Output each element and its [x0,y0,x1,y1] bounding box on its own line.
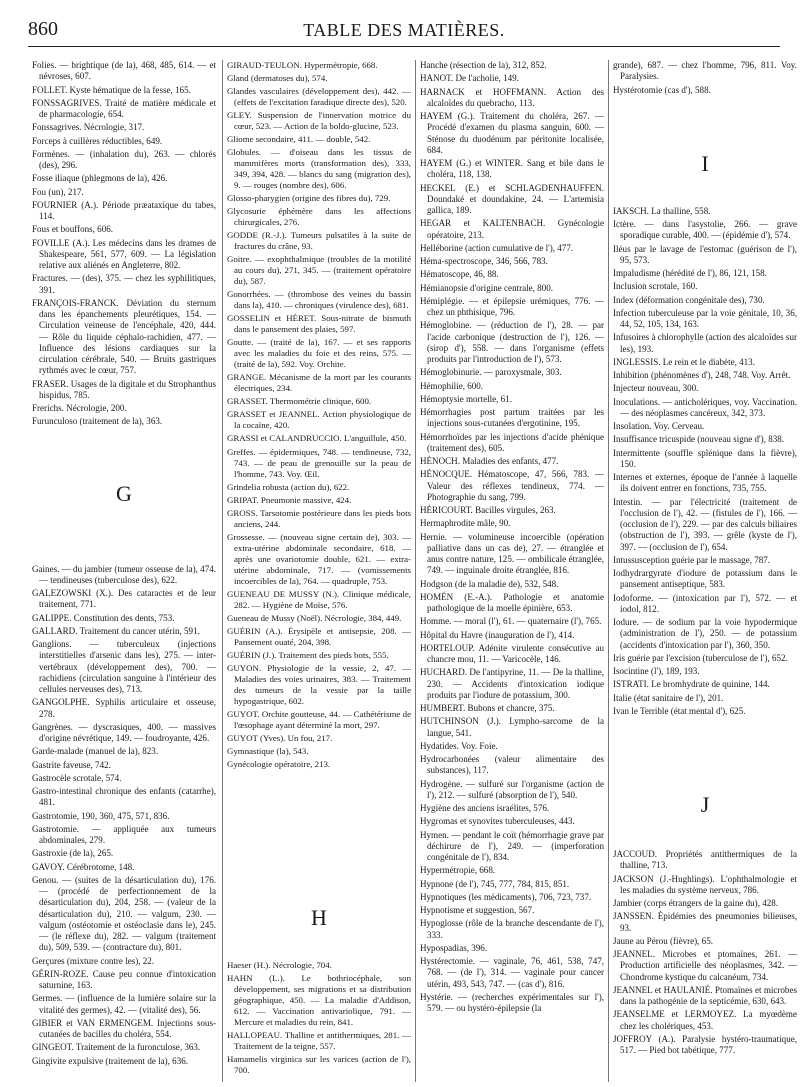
index-entry: Ivan le Terrible (état mental d'), 625. [613,705,746,716]
index-entry: JOFFROY (A.). Paralysie hystéro-traumatique, 517. — Pied bot tabétique, 777. [613,1033,797,1055]
index-entry: Helléborine (action cumulative de l'), 477. [420,242,574,253]
index-entry: GODDE (R.-J.). Tumeurs pulsatiles à la suite de fractures du crâne, 93. [227,230,411,252]
index-entry: Germes. — (influence de la lumière solaire sur la vitalité des germes), 42. — (vitalité des), 56. [32,993,216,1015]
index-entry: GUENEAU DE MUSSY (N.). Clinique médicale, 282. — Hygiène de Moïse, 576. [227,588,411,610]
index-entry: GRASSET. Thermométrie clinique, 600. [227,396,372,407]
index-entry: Hystérotomie (cas d'), 588. [613,84,711,95]
index-entry: Gangrènes. — dyscrasiques, 400. — massives d'origine névrétique, 149. — foudroyante, 426. [32,721,216,743]
index-entry: Globules. — d'oiseau dans les tissus de mammifères morts (transformation des), 333, 349, 394, 428. — blancs du sang (migration des), 9. — rouges (nombre des), 606. [227,147,411,191]
index-entry: Hydrogène. — sulfuré sur l'organisme (action de l'), 212. — sulfuré (absorption de l'), 540. [420,778,604,800]
index-entry: Hermaphrodite mâle, 90. [420,518,511,529]
index-entry: Intussusception guérie par le massage, 787. [613,554,771,565]
index-entry: JACKSON (J.-Hughlings). L'ophthalmologie et les maladies du système nerveux, 786. [613,873,797,895]
index-entry: HÉRICOURT. Bacilles virgules, 263. [420,505,556,515]
index-entry: HUTCHINSON (J.). Lympho-sarcome de la langue, 541. [420,716,604,738]
index-entry: Gynécologie opératoire, 213. [227,758,331,769]
index-entry: Gonorrhées. — (thrombose des veines du bassin dans la), 410. — chroniques (virulence des), 681. [227,289,411,311]
index-entry: Gastrotomie. — appliquée aux tumeurs abdominales, 279. [32,823,216,845]
index-entry: Forceps à cuillères réductibles, 649. [32,135,163,146]
index-entry: Italie (état sanitaire de l'), 201. [613,692,724,703]
index-entry: Goitre. — exophthalmique (troubles de la motilité au cours du), 271, 345. — (traitement opératoire du), 587. [227,254,411,287]
column-rule [415,60,416,1082]
index-entry: JEANSELME et LERMOYEZ. La myœdème chez les cholériques, 453. [613,1009,797,1031]
index-entry: GUÉRIN (J.). Traitement des pieds bots, 555. [227,649,389,660]
index-entry: Ictère. — dans l'asystolie, 266. — grave sporadique curable, 400. — (épidémie d'), 574. [613,219,797,241]
index-entry: FRANÇOIS-FRANCK. Déviation du sternum dans les épanchements pleurétiques, 154. — Circulation veineuse de l'encéphale, 420, 444. — Rôle du liquide céphalo-rachidien, 477. — Influence des lésions cardiaques sur la circulation cérébrale, 540. — Bruits gastriques rythmés avec le cœur, 757. [32,297,216,376]
index-entry: Furunculoso (traitement de la), 363. [32,416,163,427]
index-entry: GRIPAT. Pneumonie massive, 424. [227,494,352,505]
index-entry: Hypermétropie, 668. [420,865,496,876]
index-entry: Gueneau de Mussy (Noël). Nécrologie, 384, 449. [227,612,402,623]
index-entry: HAHN (L.). Le bothriocéphale, son développement, ses migrations et sa distribution géographique, 450. — La maladie d'Addison, 612. — Vaccination antivariolique, 791. — Mercure et maladies du rein, 841. [227,972,411,1027]
index-entry: Iris guérie par l'excision (tuberculose de l'), 652. [613,652,788,663]
index-entry: Hanche (résection de la), 312, 852. [420,60,547,70]
index-entry: Hémiplégie. — et épilepsie urémiques, 776. — chez un phthisique, 796. [420,295,604,317]
index-entry: Hernie. — volumineuse incoercible (opération palliative dans un cas de), 27. — étranglée et anus contre nature, 125. — ombilicale étranglée, 749. — inguinale droite étranglée, 816. [420,531,604,576]
index-column-3 [420,60,604,1016]
index-entry: Gaines. — du jambier (tumeur osseuse de la), 474. — tendineuses (tuberculose des), 622. [32,563,216,585]
index-entry: Infusoires à chlorophylle (action des alcaloïdes sur les), 193. [613,332,797,354]
index-entry: Inclusion scrotale, 160. [613,281,698,292]
index-entry: HEGAR et KALTENBACH. Gynécologie opératoire, 213. [420,218,604,240]
index-entry: FONSSAGRIVES. Traité de matière médicale et de pharmacologie, 654. [32,97,216,119]
page-number: 860 [28,18,58,40]
index-column-4 [613,60,797,1058]
index-entry: FRASER. Usages de la digitale et du Strophanthus hispidus, 785. [32,378,216,400]
index-entry: Hydatides. Voy. Foie. [420,740,498,751]
index-entry: Gastroxie (de la), 265. [32,848,114,859]
index-entry: Hymen. — pendant le coït (hémorrhagie grave par déchirure de l'), 249. — (imperforation congénitale de l'), 834. [420,829,604,862]
index-entry: Gymnastique (la), 543. [227,745,309,756]
column-rule [222,60,223,1082]
index-entry: JACCOUD. Propriétés antithermiques de la thalline, 713. [613,849,797,871]
index-entry: Internes et externes, époque de l'année à laquelle ils doivent entrer en fonctions, 735, 755. [613,472,797,494]
index-entry: Hystérectomie. — vaginale, 76, 461, 538, 747, 768. — (de l'), 314. — vaginale pour cancer utérin, 493, 543, 747. — (cas d'), 816. [420,956,604,989]
page-header [28,12,780,47]
index-entry: Insuffisance tricuspide (nouveau signe d'), 838. [613,434,785,445]
index-entry: Gastrotomie, 190, 360, 475, 571, 836. [32,810,170,821]
index-entry: Gingivite expulsive (traitement de la), 636. [32,1055,189,1066]
index-entry: Hamamelis virginica sur les varices (action de l'), 700. [227,1054,411,1076]
index-entry: Fonssagrives. Nécrologie, 317. [32,122,145,133]
index-entry: GOSSELIN et HÉRET. Sous-nitrate de bismuth dans le pansement des plaies, 597. [227,313,411,335]
index-entry: INGLESSIS. Le rein et le diabète, 413. [613,356,755,367]
index-entry: GIBIER et VAN ERMENGEM. Injections sous-cutanées de bacilles du choléra, 554. [32,1017,216,1039]
index-entry: Gliome secondaire, 411. — double, 542. [227,134,371,145]
index-entry: Hygromas et synovites tuberculeuses, 443. [420,816,575,827]
index-entry: FOVILLE (A.). Les médecins dans les drames de Shakespeare, 561, 577, 609. — La législation relative aux aliénés en Angleterre, 802. [32,237,216,270]
index-entry: Haeser (H.). Nécrologie, 704. [227,959,332,970]
index-entry: GUYOT. Orchite goutteuse, 44. — Cathétérisme de l'œsophage ayant déterminé la mort, 297. [227,708,411,730]
index-entry: GÉRIN-ROZE. Cause peu connue d'intoxication saturnine, 163. [32,968,216,990]
index-entry: IAKSCH. La thalline, 558. [613,205,711,216]
index-entry: Hypnone (de l'), 745, 777, 784, 815, 851. [420,878,570,889]
index-entry: Hémorrhagies post partum traitées par les injections sous-cutanées d'ergotinine, 195. [420,407,604,429]
index-entry: Genou. — (suites de la désarticulation du), 176. — (procédé de perfectionnement de la désarticulation du), 204, 258. — (valeur de la désarticulation du), 210. — valgum, 230. — valgum (ostéotomie et ostéoclasie dans le), 245. — (le réflexe du), 282. — valgum (traitement du), 509, 539. — (contracture du), 801. [32,874,216,953]
index-entry: GINGEOT. Traitement de la furonculose, 363. [32,1042,201,1053]
index-entry: GLEY. Suspension de l'innervation motrice du cœur, 523. — Action de la boldo-glucine, 523. [227,110,411,132]
index-entry: GALIPPE. Constitution des dents, 753. [32,612,175,623]
index-entry: HAYEM (G.). Traitement du choléra, 267. — Procédé d'examen du plasma sanguin, 600. — Sténose du duodénum par péritonite localisée, 684. [420,111,604,155]
index-entry: Injecteur nouveau, 300. [613,383,699,394]
section-letter-i: I [701,150,709,176]
index-entry: Garde-malade (manuel de la), 823. [32,746,159,757]
index-entry: Intermittente (souffle splénique dans la fièvre), 150. [613,447,797,469]
index-column-1 [32,60,216,1069]
index-entry: GAVOY. Cérébrotome, 148. [32,861,135,872]
index-entry: Greffes. — épidermiques, 748. — tendineuse, 732, 743. — de peau de grenouille sur la peau de l'homme, 743. Voy. Œil. [227,446,411,479]
index-entry: GRASSET et JEANNEL. Action physiologique de la cocaïne, 420. [227,409,411,431]
index-entry: Intestin. — par l'électricité (traitement de l'occlusion de l'), 42. — (fistules de l'), 166. — (occlusion de l'), 229. — par des calculs biliaires (obstruction de l'), 393. — grêle (kyste de l'), 397. — (occlusion de l'), 654. [613,496,797,552]
index-entry: Hématoscope, 46, 88. [420,269,499,280]
index-entry: HÉNOCH. Maladies des enfants, 477. [420,456,559,466]
index-entry: Iodoforme. — (intoxication par l'), 572. — et iodol, 812. [613,592,797,614]
index-entry: HOMÉN (E.-A.). Pathologie et anatomie pathologique de la moelle épinière, 653. [420,591,604,613]
index-entry: Gastrite faveuse, 742. [32,759,111,770]
index-entry: GALEZOWSKI (X.). Des cataractes et de leur traitement, 771. [32,588,216,610]
index-entry: Homme. — moral (l'), 61. — quaternaire (l'), 765. [420,616,602,627]
index-entry: HUCHARD. De l'antipyrine, 11. — De la thalline, 230. — Accidents d'intoxication iodique produits par l'iodure de potassium, 300. [420,667,604,700]
index-entry: Grossesse. — (nouveau signe certain de), 303. — extra-utérine abdominale secondaire, 618. — après une ovariotomie double, 621. — extra-utérine abdominale, 717. — (vomissements incoercibles de la), 764. — quadruple, 753. [227,531,411,586]
index-entry: GUYOT (Yves). Un fou, 217. [227,732,333,743]
index-entry: Ganglions. — tuberculeux (injections interstitielles d'arsenic dans les), 275. — inter-vertébraux (développement des), 700. — rachidiens (circulation sanguine à l'intérieur des cellules nerveuses des), 713. [32,639,216,694]
index-entry: Isocintine (l'), 189, 193. [613,666,700,676]
index-entry: Fous et bouffons, 606. [32,224,114,235]
index-entry: Hypnotiques (les médicaments), 706, 723, 737. [420,891,592,902]
index-entry: grande), 687. — chez l'homme, 796, 811. Voy. Paralysies. [613,60,797,82]
index-entry: Iléus par le lavage de l'estomac (guérison de l'), 95, 573. [613,243,797,265]
index-entry: Formènes. — (inhalation du), 263. — chlorés (des), 296. [32,148,216,170]
index-entry: Inoculations. — anticholériques, voy. Vaccination. — des néoplasmes cancéreux, 342, 373. [613,396,797,418]
index-entry: Glosso-pharygien (origine des fibres du), 729. [227,193,391,204]
section-letter-j: J [700,792,710,817]
index-entry: Goutte. — (traité de la), 167. — et ses rapports avec les maladies du foie et des reins, 575. — (traité de la), 592. Voy. Orchite. [227,337,411,370]
index-entry: HECKEL (E.) et SCHLAGDENHAUFFEN. Doundaké et doundakine, 24. — L'artemisia gallica, 189. [420,182,604,215]
index-entry: Folies. — brightique (de la), 468, 485, 614. — et névroses, 607. [32,60,216,82]
index-entry: Hodgson (de la maladie de), 532, 548. [420,578,559,589]
index-entry: Grindelia robusta (action du), 622. [227,481,350,492]
index-entry: GUÉRIN (A.). Érysipèle et antisepsie, 208. — Pansement ouaté, 204, 398. [227,625,411,647]
index-entry: Index (déformation congénitale des), 730. [613,294,765,305]
index-entry: Hémoglobine. — (réduction de l'), 28. — par l'acide carbonique (destruction de l'), 126. — (sirop d'), 558. — dans l'organisme (effets produits par l'introduction de l'), 573. [420,320,604,364]
index-entry: Gland (dermatoses du), 574. [227,73,328,84]
index-entry: HÉNOCQUE. Hématoscope, 47, 566, 783. — Valeur des réflexes tendineux, 774. — Photographie du sang, 799. [420,469,604,502]
index-entry: GIRAUD-TEULON. Hypermétropie, 668. [227,60,378,70]
index-entry: Iodure. — de sodium par la voie hypodermique (administration de l'), 250. — de potassium (accidents d'intoxication par l'), 360, 350. [613,617,797,650]
index-entry: ISTRATI. Le bromhydrate de quinine, 144. [613,679,770,690]
index-entry: JEANNEL. Microbes et ptomaïnes, 261. — Production artificielle des néoplasmes, 342. — Chondrome kystique du calcanéum, 734. [613,949,797,982]
index-entry: HAYEM (G.) et WINTER. Sang et bile dans le choléra, 118, 138. [420,158,604,180]
section-letter-h: H [311,904,327,930]
index-entry: GALLARD. Traitement du cancer utérin, 591. [32,625,200,636]
index-entry: GUYON. Physiologie de la vessie, 2, 47. — Maladies des voies urinaires, 383. — Traitement des tumeurs de la vessie par la taille hypogastrique, 602. [227,662,411,706]
index-entry: Fractures. — (des), 375. — chez les syphilitiques, 391. [32,273,216,295]
index-entry: HORTELOUP. Adénite virulente consécutive au chancre mou, 11. — Varicocèle, 146. [420,642,604,664]
column-rule [608,60,609,1082]
index-entry: Frerichs. Nécrologie, 200. [32,403,127,413]
index-entry: Jambier (corps étrangers de la gaine du), 428. [613,898,779,908]
index-entry: Hémophilie, 600. [420,380,484,391]
index-entry: GANGOLPHE. Syphilis articulaire et osseuse, 278. [32,697,216,719]
index-entry: Hydrocarbonées (valeur alimentaire des substances), 117. [420,754,604,776]
index-entry: Fosse iliaque (phlegmons de la), 426. [32,173,168,184]
page-title: TABLE DES MATIÈRES. [303,20,505,40]
index-entry: Héma-spectroscope, 346, 566, 783. [420,256,548,266]
index-entry: Hémianopsie d'origine centrale, 800. [420,282,554,293]
index-entry: Insolation. Voy. Cerveau. [613,421,705,431]
index-entry: GRASSI et CALANDRUCCIO. L'anguillule, 450. [227,433,407,444]
index-entry: JANSSEN. Épidémies des pneumonies bilieuses, 93. [613,911,797,933]
index-entry: FOLLET. Kyste hématique de la fesse, 165. [32,84,191,95]
index-entry: Glandes vasculaires (développement des), 442. — (effets de l'excitation faradique directe des), 520. [227,86,411,108]
index-entry: FOURNIER (A.). Période præataxique du tabes, 114. [32,199,216,221]
index-entry: Gastrocèle scrotale, 574. [32,772,122,783]
index-entry: Jaune au Pérou (fièvre), 65. [613,935,713,946]
section-letter-g: G [116,480,132,506]
index-entry: Gerçures (mixture contre les), 22. [32,955,155,966]
index-entry: Hémoglobinurie. — paroxysmale, 303. [420,367,562,378]
index-entry: Hypnotisme et suggestion, 567. [420,905,535,915]
index-entry: Iodhydrargyrate d'iodure de potassium dans le pansement antiseptique, 583. [613,568,797,590]
index-entry: HARNACK et HOFFMANN. Action des alcaloïdes du quebracho, 113. [420,86,604,108]
index-entry: Hémorrhoïdes par les injections d'acide phénique (traitement des), 605. [420,431,604,453]
index-entry: Glycosurie éphémère dans les affections chirurgicales, 276. [227,206,411,228]
index-entry: Hôpital du Havre (inauguration de l'), 414. [420,629,575,640]
index-entry: Hypoglosse (rôle de la branche descendante de l'), 333. [420,918,604,940]
index-entry: HALLOPEAU. Thalline et antithermiques, 281. — Traitement de la teigne, 557. [227,1030,411,1052]
index-entry: Infection tuberculeuse par la voie génitale, 10, 36, 44, 52, 105, 134, 163. [613,307,797,329]
index-entry: Hygiène des anciens israélites, 576. [420,803,550,813]
index-entry: Gastro-intestinal chronique des enfants (catarrhe), 481. [32,786,216,808]
index-entry: HUMBERT. Bubons et chancre, 375. [420,703,555,713]
index-entry: GROSS. Tarsotomie postérieure dans les pieds bots anciens, 244. [227,507,411,529]
index-entry: JEANNEL et HAULANIÉ. Ptomaïnes et microbes dans la pathogénie de la septicémie, 630, 643. [613,984,797,1006]
index-entry: Impaludisme (hérédité de l'), 86, 121, 158. [613,268,767,278]
index-entry: Hypospadias, 396. [420,942,488,953]
index-entry: GRANGE. Mécanisme de la mort par les courants électriques, 234. [227,372,411,394]
index-entry: Hystérie. — (recherches expérimentales sur l'), 579. — ou hystéro-épilepsie (la [420,991,604,1013]
index-entry: Inhibition (phénomènes d'), 248, 748. Voy. Arrêt. [613,370,791,380]
index-column-2 [227,60,411,1078]
index-entry: Hémoptysie mortelle, 61. [420,393,512,404]
index-entry: Fou (un), 217. [32,186,84,197]
index-entry: HANOT. De l'acholie, 149. [420,73,519,84]
